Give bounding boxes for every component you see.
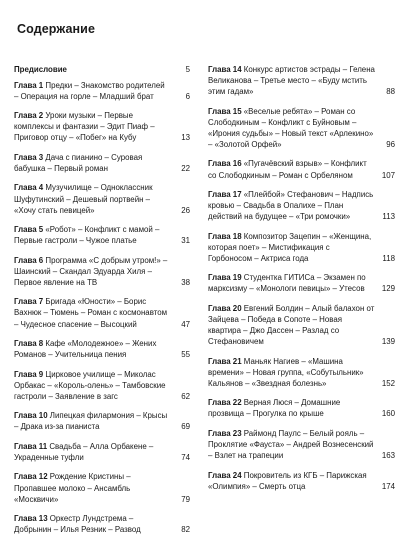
toc-entry-description: Рождение Кристины – Пропавшее молоко – Ансамбль «Москвичи» [14,472,131,504]
toc-entry-text [208,64,381,97]
toc-entry-label: Глава 24 [208,470,242,480]
toc-entry-text [208,356,381,389]
toc-entry-page-number: 38 [181,277,190,287]
toc-entry-description: «Веселые ребята» – Роман со Слободкиным – Конфликт с Буйновым – «Ирония судьбы» – Новый текст «Арлекино» – «Золотой Орфей» [208,106,374,149]
toc-entry [208,356,395,389]
toc-entry-label: Глава 20 [208,303,242,313]
toc-entry-text [208,231,381,264]
toc-entry-label: Глава 7 [14,297,44,307]
toc-entry-text [208,428,381,461]
toc-entry-text [14,182,176,215]
toc-entry-description: Уроки музыки – Первые комплексы и фантазии – Эдит Пиаф – Приговор отцу – «Побег» на Кубу [14,111,155,143]
toc-entry-label: Глава 16 [208,159,242,169]
toc-entry [14,64,190,75]
toc-entry-label: Глава 13 [14,514,48,524]
toc-entry [14,224,190,246]
page-title: Содержание [17,22,96,36]
toc-entry-page-number: 113 [382,212,395,222]
toc-entry-label: Глава 3 [14,152,44,162]
toc-entry-text [14,410,176,432]
toc-entry-page-number: 160 [381,409,395,419]
toc-entry-page-number: 5 [185,65,190,74]
toc-entry-description: Свадьба – Алла Орбакене – Украденные туфли [14,441,154,462]
toc-entry-page-number: 82 [181,525,190,535]
toc-entry-label: Глава 19 [208,273,242,283]
toc-entry-description: «Пугачёвский взрыв» – Конфликт со Слободкиным – Роман с Орбеляном [208,159,367,180]
toc-entry [208,106,395,150]
toc-entry-page-number: 69 [181,422,190,432]
toc-entry-page-number: 129 [381,284,395,294]
toc-entry [208,303,395,347]
toc-entry-label: Глава 6 [14,255,44,265]
toc-entry [208,272,395,294]
toc-entry-label: Глава 2 [14,111,44,121]
toc-entry-text [208,470,381,492]
toc-entry [208,231,395,264]
toc-entry-label: Глава 4 [14,183,44,193]
toc-entry-label: Глава 21 [208,356,242,366]
toc-entry-page-number: 31 [181,236,190,246]
toc-entry-description: Бригада «Юности» – Борис Вахнюк – Тюмень – Роман с космонавтом – Чудесное спасение – Высоцкий [14,297,168,329]
toc-entry-description: Цирковое училище – Миколас Орбакас – «Король-олень» – Тамбовские гастроли – Заявление в загс [14,369,166,401]
toc-entry-label: Глава 11 [14,441,48,451]
toc-entry-page-number: 152 [381,378,395,388]
toc-entry [208,428,395,461]
toc-entry-page-number: 62 [181,391,190,401]
toc-entry-page-number: 13 [181,133,190,143]
toc-entry [14,410,190,432]
toc-entry-text [14,80,176,102]
toc-entry-description: Студентка ГИТИСа – Экзамен по марксизму – «Монологи певицы» – Утесов [208,273,366,294]
toc-entry-description: Предки – Знакомство родителей – Операция на горле – Младший брат [14,80,165,101]
toc-entry-text [14,110,176,143]
toc-entry-page-number: 47 [181,319,190,329]
toc-entry-label: Глава 12 [14,472,48,482]
toc-entry-page-number: 107 [381,170,395,180]
toc-entry-text [14,513,176,535]
toc-entry-label: Глава 10 [14,411,48,421]
toc-entry [208,470,395,492]
toc-entry-label: Глава 9 [14,369,44,379]
toc-left-column [14,64,190,544]
toc-entry-description: Раймонд Паулс – Белый рояль – Проклятие «Фауста» – Андрей Вознесенский – Взлет на трапеции [208,428,374,461]
toc-entry [14,369,190,402]
toc-entry-page-number: 6 [185,91,190,101]
toc-entry [14,152,190,174]
toc-entry-label: Глава 17 [208,190,242,200]
toc-entry-text [14,296,176,329]
toc-entry-page-number: 55 [181,350,190,360]
toc-entry-description: «Робот» – Конфликт с мамой – Первые гастроли – Чужое платье [14,225,160,246]
toc-right-column [208,64,395,500]
toc-entry-page-number: 74 [181,452,190,462]
toc-entry-text [208,397,381,419]
toc-entry-text [208,158,381,180]
toc-entry [14,471,190,504]
toc-entry-description: Кафе «Молодежное» – Жених Романов – Учительница пения [14,339,157,360]
toc-entry-description: Музучилище – Одноклассник Шуфутинский – Дешевый портвейн – «Хочу стать певицей» [14,183,153,215]
toc-entry [208,189,395,222]
toc-entry-text [14,152,176,174]
toc-entry [14,441,190,463]
toc-entry [208,397,395,419]
toc-entry-label: Глава 14 [208,65,242,74]
toc-entry-description: Евгений Болдин – Алый балахон от Зайцева – Победа в Сопоте – Новая квартира – Джо Дассен – Разлад со Стефановичем [208,303,375,347]
toc-entry-page-number: 163 [381,451,395,461]
toc-entry [14,513,190,535]
toc-entry [14,80,190,102]
toc-entry-page-number: 79 [181,494,190,504]
toc-entry-label: Предисловие [14,65,67,74]
toc-entry-page-number: 88 [386,87,395,97]
toc-entry-page-number: 26 [181,205,190,215]
toc-entry-page-number: 22 [181,163,190,173]
toc-entry-label: Глава 15 [208,106,242,116]
toc-entry [14,338,190,360]
toc-entry-page-number: 96 [386,139,395,149]
toc-entry-description: Верная Люся – Домашние прозвища – Прогулка по крыше [208,398,341,419]
toc-entry-label: Глава 1 [14,80,44,90]
toc-entry-label: Глава 5 [14,225,44,235]
toc-entry-text [208,272,381,294]
toc-entry-text [14,338,176,360]
toc-entry-description: Дача с пианино – Суровая бабушка – Первый роман [14,152,143,173]
toc-entry-description: Липецкая филармония – Крысы – Драка из-за пианиста [14,411,168,432]
toc-entry-page-number: 174 [381,481,395,491]
toc-entry-description: «Плейбой» Стефанович – Надпись кровью – Свадьба в Опалихе – План действий на будущее – «Три ромочки» [208,190,374,222]
toc-entry [14,182,190,215]
toc-entry [14,296,190,329]
toc-entry-text [14,369,176,402]
toc-entry-text [14,64,176,75]
toc-entry-description: Оркестр Лундстрема – Добрынин – Илья Резник – Развод [14,514,141,535]
toc-entry-label: Глава 22 [208,398,242,408]
toc-entry-text [208,106,381,150]
toc-entry-label: Глава 23 [208,428,242,438]
toc-entry [14,110,190,143]
toc-entry-description: Программа «С добрым утром!» – Шаинский – Скандал Эдуарда Хиля – Первое явление на ТВ [14,255,168,287]
toc-entry [14,255,190,288]
toc-entry-page-number: 139 [381,337,395,347]
toc-entry-description: Конкурс артистов эстрады – Гелена Великанова – Третье место – «Буду мстить этим гадам» [208,65,375,97]
toc-entry-text [14,471,176,504]
toc-entry-label: Глава 18 [208,231,242,241]
toc-entry-text [14,255,176,288]
toc-entry-description: Маньяк Нагиев – «Машина времени» – Новая группа, «Собутыльник» Кальянов – «Звездная болезнь» [208,356,364,388]
toc-entry-page-number: 118 [382,253,395,263]
toc-entry [208,64,395,97]
toc-entry-label: Глава 8 [14,339,44,349]
toc-entry-text [208,189,381,222]
toc-entry-description: Покровитель из КГБ – Парижская «Олимпия» – Смерть отца [208,470,367,491]
toc-entry-description: Композитор Зацепин – «Женщина, которая поет» – Мистификация с Горбоносом – Актриса года [208,231,372,263]
toc-entry [208,158,395,180]
toc-entry-text [208,303,381,347]
toc-entry-text [14,224,176,246]
toc-entry-text [14,441,176,463]
